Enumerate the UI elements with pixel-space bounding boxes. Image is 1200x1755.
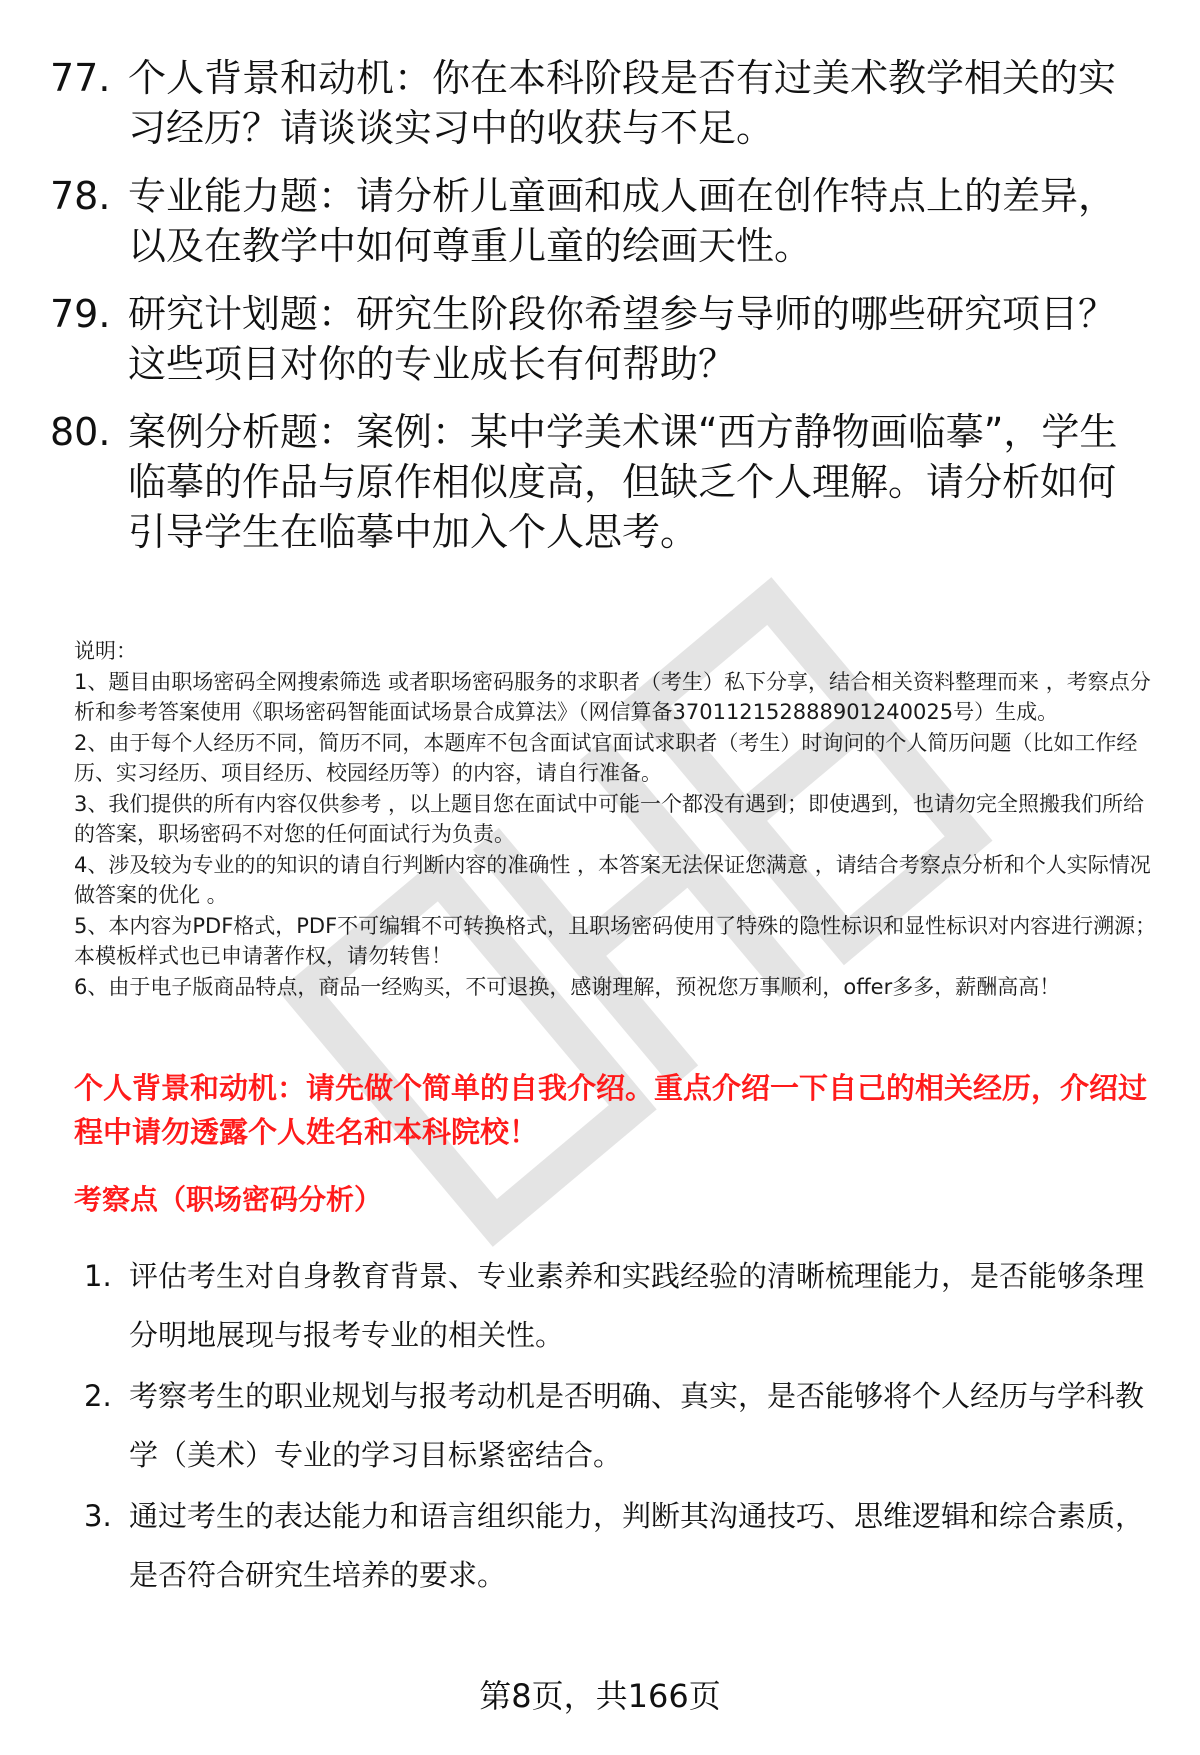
notes-heading: 说明：: [74, 639, 137, 663]
question-number: 78.: [50, 174, 111, 218]
question-number: 79.: [50, 292, 111, 336]
question-number: 77.: [50, 56, 111, 100]
analysis-heading: 考察点（职场密码分析）: [74, 1183, 383, 1216]
note-item: 3、我们提供的所有内容仅供参考 ，以上题目您在面试中可能一个都没有遇到；即使遇到，也请勿完全照搬我们所给的答案，职场密码不对您的任何面试行为负责。: [74, 791, 1145, 846]
question-item: [50, 171, 1140, 271]
analysis-point-text: 评估考生对自身教育背景、专业素养和实践经验的清晰梳理能力，是否能够条理分明地展现与报考专业的相关性。: [129, 1259, 1145, 1352]
analysis-point-number: 2.: [84, 1379, 112, 1413]
question-item: [50, 289, 1140, 389]
analysis-point: [84, 1247, 1144, 1365]
note-item: 4、涉及较为专业的的知识的请自行判断内容的准确性 ，本答案无法保证您满意 ，请结合考察点分析和个人实际情况做答案的优化 。: [74, 852, 1151, 907]
question-item: [50, 407, 1140, 557]
note-item: 6、由于电子版商品特点，商品一经购买，不可退换，感谢理解，预祝您万事顺利，offer多多，薪酬高高！: [74, 974, 1061, 999]
question-number: 80.: [50, 410, 111, 454]
page-number-footer: 第8页，共166页: [479, 1677, 721, 1715]
question-text: 专业能力题：请分析儿童画和成人画在创作特点上的差异，以及在教学中如何尊重儿童的绘画天性。: [128, 174, 1117, 268]
note-item: 5、本内容为PDF格式，PDF不可编辑不可转换格式，且职场密码使用了特殊的隐性标识和显性标识对内容进行溯源；本模板样式也已申请著作权，请勿转售！: [74, 913, 1157, 968]
analysis-point-number: 3.: [84, 1499, 112, 1533]
note-item: 2、由于每个人经历不同，简历不同，本题库不包含面试官面试求职者（考生）时询问的个人简历问题（比如工作经历、实习经历、项目经历、校园经历等）的内容，请自行准备。: [74, 730, 1138, 785]
featured-question: 个人背景和动机：请先做个简单的自我介绍。重点介绍一下自己的相关经历，介绍过程中请勿透露个人姓名和本科院校！: [74, 1071, 1148, 1149]
analysis-point-text: 通过考生的表达能力和语言组织能力，判断其沟通技巧、思维逻辑和综合素质，是否符合研究生培养的要求。: [129, 1499, 1145, 1592]
notes-section: [74, 636, 1164, 1002]
question-text: 个人背景和动机：你在本科阶段是否有过美术教学相关的实习经历？请谈谈实习中的收获与不足。: [128, 56, 1117, 150]
question-text: 案例分析题：案例：某中学美术课“西方静物画临摹”，学生临摹的作品与原作相似度高，但缺乏个人理解。请分析如何引导学生在临摹中加入个人思考。: [128, 410, 1118, 554]
question-item: [50, 53, 1140, 153]
analysis-point-text: 考察考生的职业规划与报考动机是否明确、真实，是否能够将个人经历与学科教学（美术）专业的学习目标紧密结合。: [129, 1379, 1145, 1472]
note-item: 1、题目由职场密码全网搜索筛选 或者职场密码服务的求职者（考生）私下分享，结合相关资料整理而来 ，考察点分析和参考答案使用《职场密码智能面试场景合成算法》（网信算备370112152888901240025号）生成。: [74, 669, 1151, 724]
analysis-point-number: 1.: [84, 1259, 112, 1293]
question-text: 研究计划题：研究生阶段你希望参与导师的哪些研究项目？这些项目对你的专业成长有何帮助？: [128, 292, 1117, 386]
analysis-point: [84, 1367, 1144, 1485]
analysis-point: [84, 1487, 1144, 1605]
